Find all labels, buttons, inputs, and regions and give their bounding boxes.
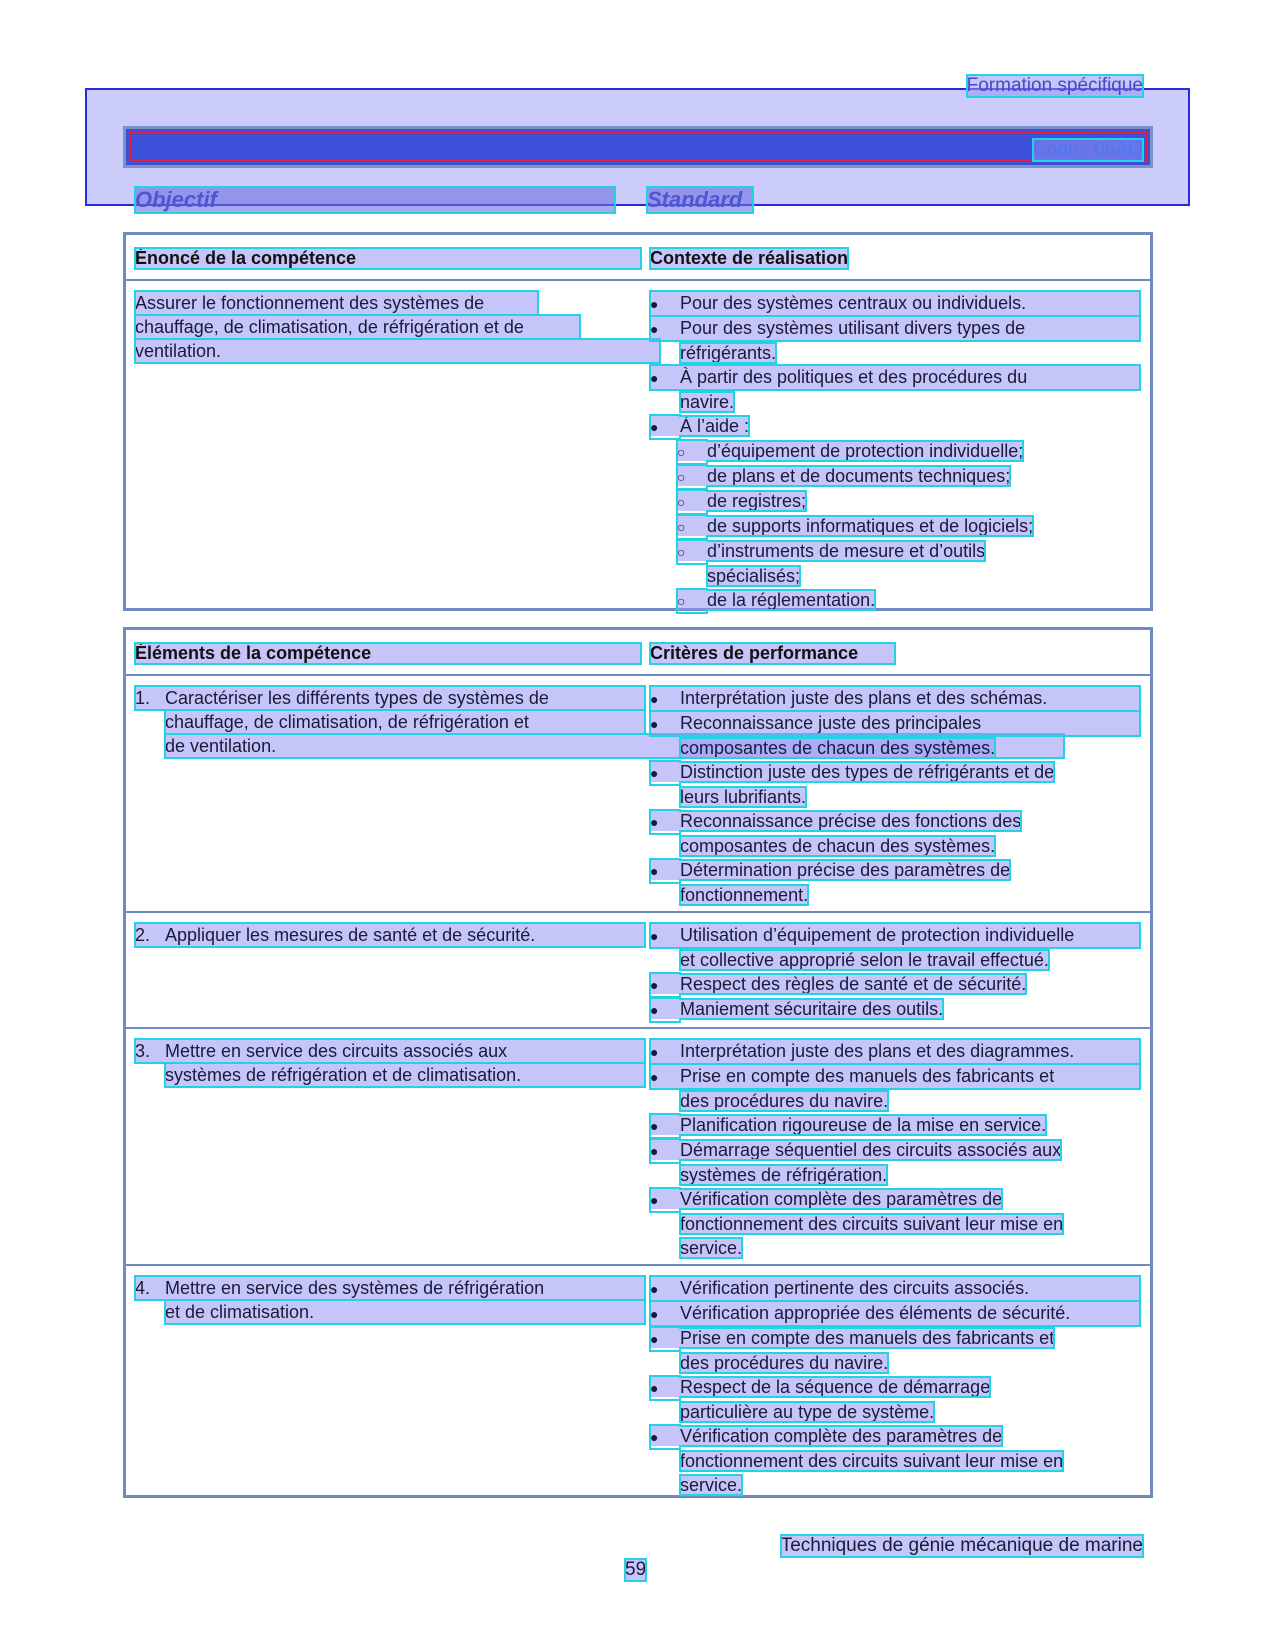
element-title-cont: systèmes de réfrigération et de climatisation. [165,1063,645,1087]
criteria-header: Critères de performance [650,643,895,664]
criterion-cont: des procédures du navire. [680,1091,889,1111]
context-subitem: ○ de la réglementation. [677,590,876,610]
criterion: ● Détermination précise des paramètres de [650,860,1011,880]
context-subitem: ○ de registres; [677,491,807,511]
elements-header: Éléments de la compétence [135,643,641,664]
context-item-cont: réfrigérants. [680,343,777,363]
criterion-cont: service. [680,1238,743,1258]
criterion-cont: composantes de chacun des systèmes. [680,836,996,856]
criterion: ● Vérification complète des paramètres de [650,1189,1003,1209]
element-title: 4. Mettre en service des systèmes de réfrigération [135,1276,645,1300]
element-row-3 [126,1029,1150,1266]
context-subitem: ○ d’instruments de mesure et d’outils [677,541,986,561]
criterion: ● Planification rigoureuse de la mise en service. [650,1115,1047,1135]
elements-table [123,627,1153,1498]
context-item: ● À partir des politiques et des procédures du [650,365,1140,390]
statement-line: chauffage, de climatisation, de réfrigération et de [135,315,580,339]
competency-row [126,281,1150,609]
element-row-1 [126,676,1150,913]
context-item: ● Pour des systèmes utilisant divers types de [650,316,1140,341]
element-row-2 [126,913,1150,1029]
competency-code: Code : 06AQ [1033,139,1143,160]
criterion: ● Reconnaissance juste des principales [650,711,1140,736]
criterion: ● Vérification pertinente des circuits associés. [650,1276,1140,1301]
element-title: 3. Mettre en service des circuits associés aux [135,1039,645,1063]
header-title: Formation spécifique [966,75,1143,96]
criterion: ● Respect de la séquence de démarrage [650,1377,991,1397]
context-subitem: ○ de supports informatiques et de logiciels; [677,516,1034,536]
criterion-cont: fonctionnement des circuits suivant leur mise en [680,1214,1064,1234]
criterion-cont: des procédures du navire. [680,1353,889,1373]
criterion: ● Distinction juste des types de réfrigérants et de [650,762,1055,782]
competency-table [123,232,1153,611]
element-title-cont: chauffage, de climatisation, de réfrigération et [165,710,645,734]
element-title-cont: et de climatisation. [165,1300,645,1324]
context-subitem-cont: spécialisés; [707,566,801,586]
criterion: ● Interprétation juste des plans et des schémas. [650,686,1140,711]
criterion-cont: leurs lubrifiants. [680,787,807,807]
code-bar [123,126,1153,168]
criterion-cont: et collective approprié selon le travail effectué. [680,950,1049,970]
statement-line: Assurer le fonctionnement des systèmes de [135,291,538,315]
element-title: 1. Caractériser les différents types de systèmes de [135,686,645,710]
element-title: 2. Appliquer les mesures de santé et de sécurité. [135,923,645,947]
element-title-cont: de ventilation. [165,734,1064,758]
criterion: ● Reconnaissance précise des fonctions des [650,811,1022,831]
criterion-cont: composantes de chacun des systèmes. [680,738,996,758]
criterion-cont: particulière au type de système. [680,1402,935,1422]
context-item-cont: navire. [680,392,735,412]
criterion-cont: fonctionnement. [680,885,809,905]
context-subitem: ○ d’équipement de protection individuelle; [677,441,1024,461]
footer-program: Techniques de génie mécanique de marine [780,1535,1143,1556]
context-item: ● À l’aide : [650,416,750,436]
element-row-4 [126,1266,1150,1501]
statement-line: ventilation. [135,339,660,363]
criterion: ● Maniement sécuritaire des outils. [650,999,944,1019]
criterion: ● Utilisation d’équipement de protection individuelle [650,923,1140,948]
criterion: ● Respect des règles de santé et de sécurité. [650,974,1027,994]
criterion: ● Prise en compte des manuels des fabricants et [650,1064,1140,1089]
objective-heading: Objectif [135,187,615,213]
context-subitem: ○ de plans et de documents techniques; [677,466,1011,486]
standard-heading: Standard [647,187,753,213]
criterion: ● Vérification appropriée des éléments de sécurité. [650,1301,1140,1326]
criterion: ● Prise en compte des manuels des fabricants et [650,1328,1055,1348]
criterion-cont: service. [680,1475,743,1495]
context-item: ● Pour des systèmes centraux ou individuels. [650,291,1140,316]
page-number: 59 [625,1559,647,1580]
competency-statement-header: Énoncé de la compétence [135,248,641,269]
criterion-cont: systèmes de réfrigération. [680,1165,888,1185]
context-header: Contexte de réalisation [650,248,849,268]
criterion: ● Démarrage séquentiel des circuits associés aux [650,1140,1062,1160]
criterion-cont: fonctionnement des circuits suivant leur mise en [680,1451,1064,1471]
criterion: ● Vérification complète des paramètres de [650,1426,1003,1446]
criterion: ● Interprétation juste des plans et des diagrammes. [650,1039,1140,1064]
